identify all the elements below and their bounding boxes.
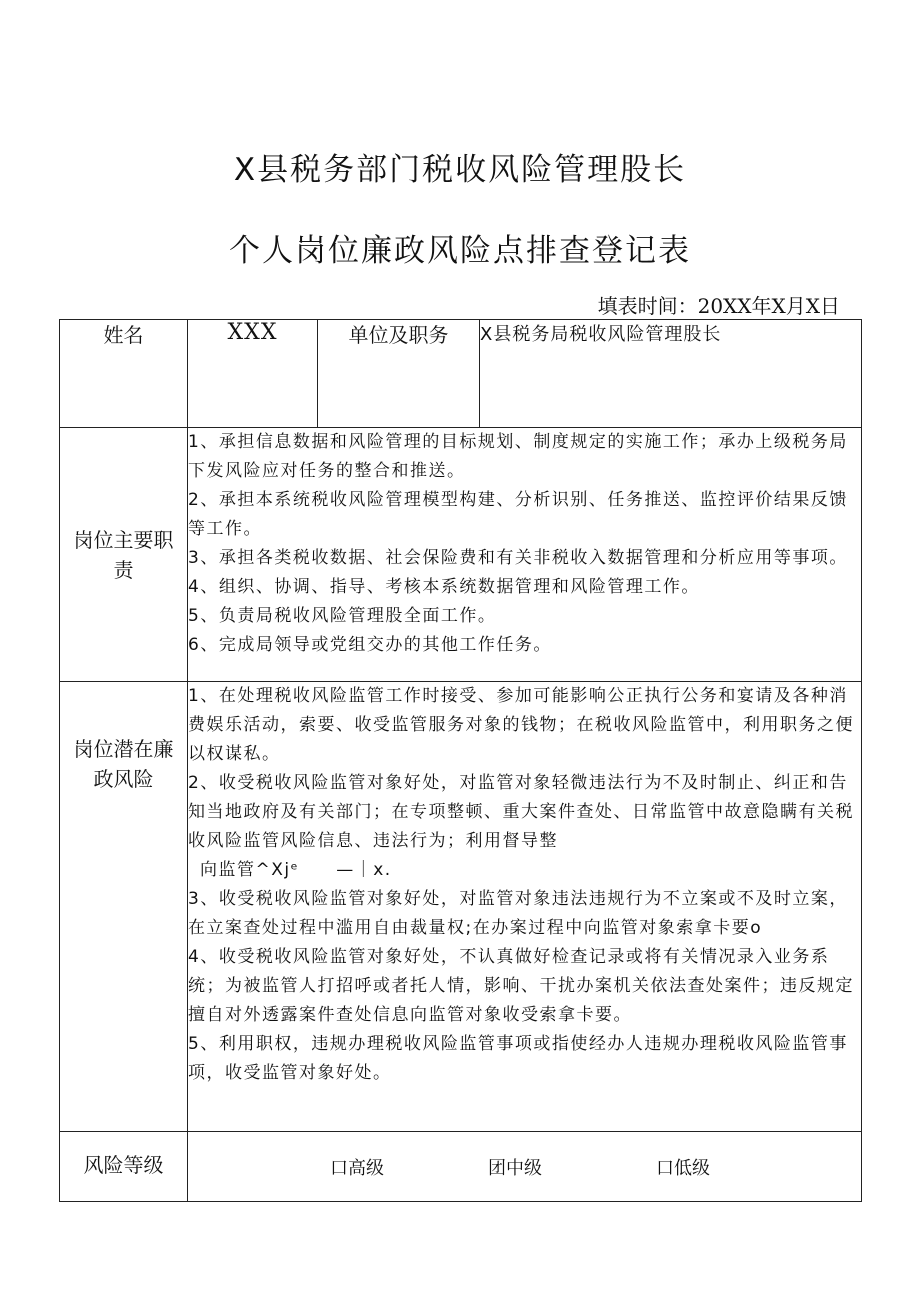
row-risks [60,682,862,1132]
row-risk-level [60,1132,862,1202]
duty-item: 5、负责局税收风险管理股全面工作。 [188,606,497,626]
duties-cell [188,428,862,682]
duty-item: 2、承担本系统税收风险管理模型构建、分析识别、任务推送、监控评价结果反馈等工作。 [188,490,848,539]
duties-label: 岗位主要职责 [60,428,188,682]
risks-cell [188,682,862,1132]
fill-date: 填表时间：20XX年X月X日 [597,294,840,318]
registration-table [59,319,862,1202]
level-low-option[interactable]: 口低级 [656,1158,710,1179]
risk-item: 4、收受税收风险监管对象好处，不认真做好检查记录或将有关情况录入业务系统；为被监管人打招呼或者托人情，影响、干扰办案机关依法查处案件；违反规定擅自对外透露案件查处信息向监管对象收受索拿卡要。 [188,947,854,1025]
duty-item: 4、组织、协调、指导、考核本系统数据管理和风险管理工作。 [188,577,700,597]
unit-label: 单位及职务 [318,320,480,428]
risk-item: 3、收受税收风险监管对象好处，对监管对象违法违规行为不立案或不及时立案，在立案查处过程中滥用自由裁量权;在办案过程中向监管对象索拿卡要o [188,889,848,938]
risk-item: 1、在处理税收风险监管工作时接受、参加可能影响公正执行公务和宴请及各种消费娱乐活动，索要、收受监管服务对象的钱物；在税收风险监管中，利用职务之便以权谋私。 [188,686,854,764]
level-medium-option[interactable]: 团中级 [488,1158,542,1179]
duty-item: 1、承担信息数据和风险管理的目标规划、制度规定的实施工作；承办上级税务局下发风险应对任务的整合和推送。 [188,432,848,481]
level-high-option[interactable]: 口高级 [330,1158,384,1179]
risk-level-options [188,1132,862,1202]
risk-item: 2、收受税收风险监管对象好处，对监管对象轻微违法行为不及时制止、纠正和告知当地政府及有关部门；在专项整顿、重大案件查处、日常监管中故意隐瞒有关税收风险监管风险信息、违法行为；利用督导整 [188,773,854,851]
document-title-line1: X县税务部门税收风险管理股长 [233,152,687,188]
document-title-line2: 个人岗位廉政风险点排查登记表 [229,233,691,269]
risk-item: 5、利用职权，违规办理税收风险监管事项或指使经办人违规办理税收风险监管事项，收受监管对象好处。 [188,1034,848,1083]
duty-item: 3、承担各类税收数据、社会保险费和有关非税收入数据管理和分析应用等事项。 [188,548,848,568]
unit-value: X县税务局税收风险管理股长 [480,320,862,428]
name-label: 姓名 [60,320,188,428]
name-value: XXX [188,320,318,428]
risks-label: 岗位潜在廉政风险 [60,682,188,1132]
row-duties [60,428,862,682]
row-basic-info [60,320,862,428]
risk-item-garbled: 向监管^Xjᵉ —｜x. [200,860,392,880]
duty-item: 6、完成局领导或党组交办的其他工作任务。 [188,635,552,655]
risk-level-label: 风险等级 [60,1132,188,1202]
